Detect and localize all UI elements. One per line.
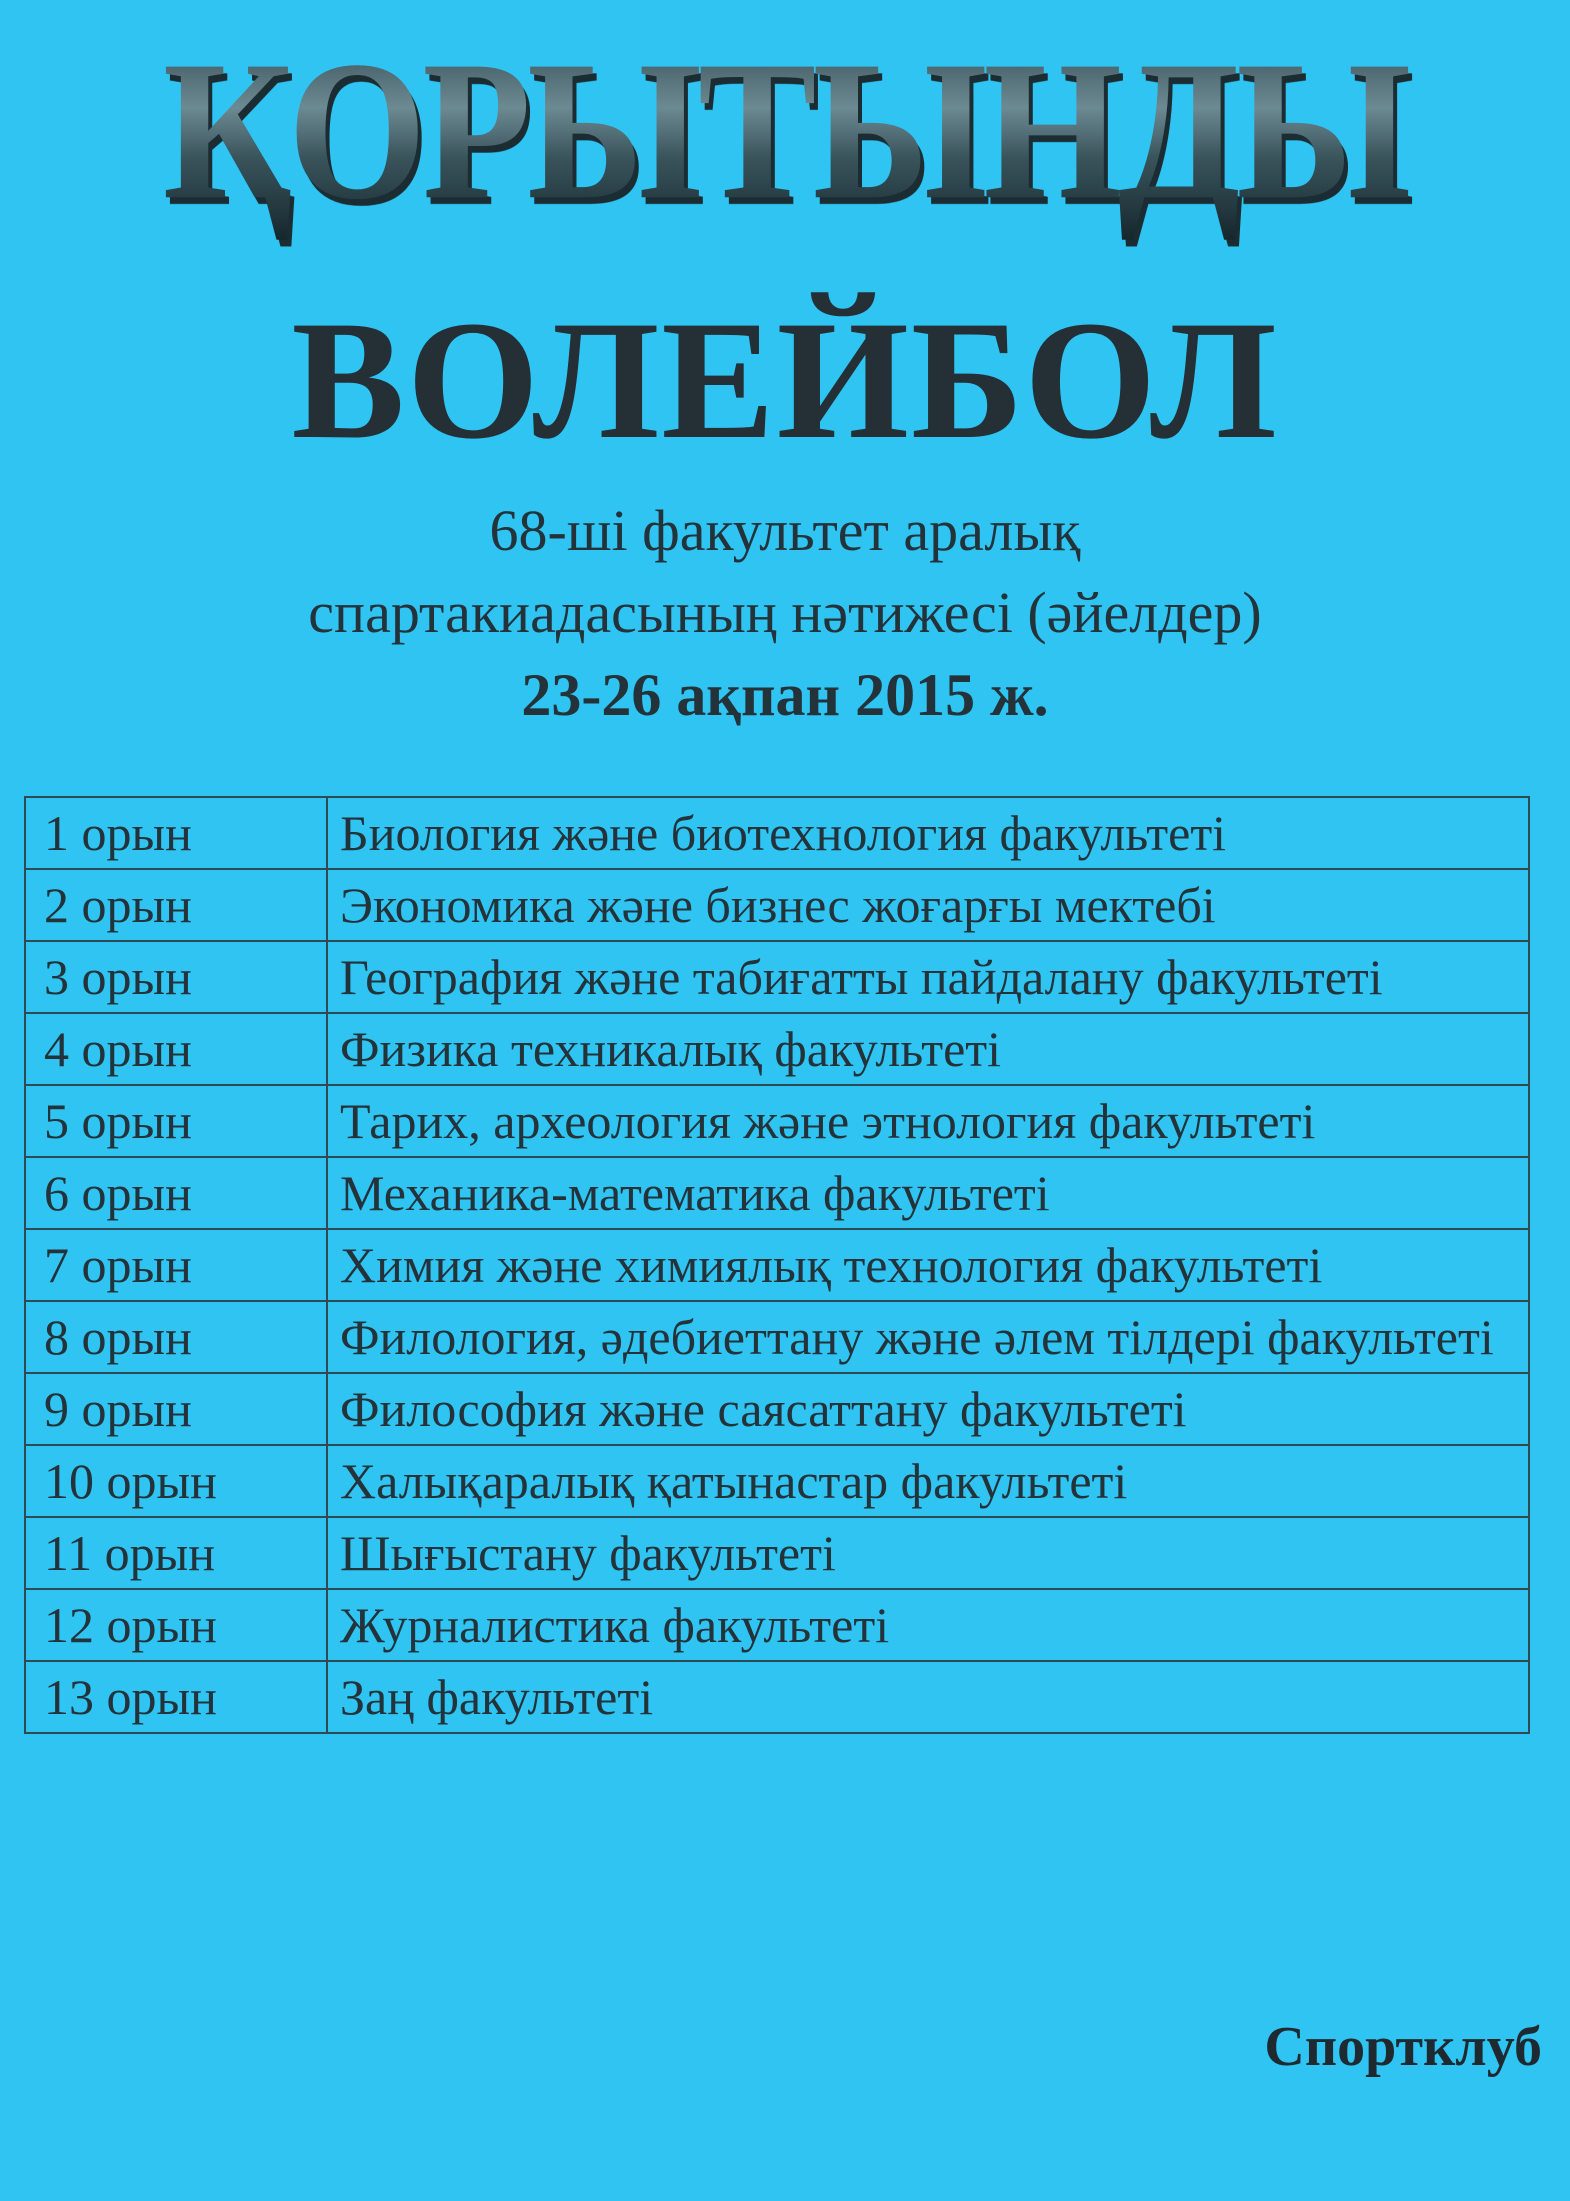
title-results: ҚОРЫТЫНДЫ bbox=[0, 18, 1570, 242]
place-cell: 10 орын bbox=[25, 1445, 327, 1517]
place-cell: 1 орын bbox=[25, 797, 327, 869]
faculty-cell: Шығыстану факультеті bbox=[327, 1517, 1529, 1589]
table-row bbox=[25, 797, 1529, 869]
table-row bbox=[25, 1301, 1529, 1373]
faculty-cell: География және табиғатты пайдалану факультеті bbox=[327, 941, 1529, 1013]
table-row bbox=[25, 941, 1529, 1013]
table-row bbox=[25, 1589, 1529, 1661]
faculty-cell: Журналистика факультеті bbox=[327, 1589, 1529, 1661]
faculty-cell: Заң факультеті bbox=[327, 1661, 1529, 1733]
results-table bbox=[24, 796, 1530, 1734]
event-date: 23-26 ақпан 2015 ж. bbox=[521, 662, 1049, 728]
place-cell: 5 орын bbox=[25, 1085, 327, 1157]
sports-club-signature: Спортклуб bbox=[1264, 2016, 1542, 2078]
place-cell: 7 орын bbox=[25, 1229, 327, 1301]
faculty-cell: Экономика және бизнес жоғарғы мектебі bbox=[327, 869, 1529, 941]
place-cell: 6 орын bbox=[25, 1157, 327, 1229]
faculty-cell: Халықаралық қатынастар факультеті bbox=[327, 1445, 1529, 1517]
faculty-cell: Химия және химиялық технология факультеті bbox=[327, 1229, 1529, 1301]
faculty-cell: Биология және биотехнология факультеті bbox=[327, 797, 1529, 869]
place-cell: 13 орын bbox=[25, 1661, 327, 1733]
table-row bbox=[25, 1157, 1529, 1229]
table-row bbox=[25, 1445, 1529, 1517]
place-cell: 11 орын bbox=[25, 1517, 327, 1589]
table-row bbox=[25, 1373, 1529, 1445]
place-cell: 4 орын bbox=[25, 1013, 327, 1085]
place-cell: 9 орын bbox=[25, 1373, 327, 1445]
table-row bbox=[25, 1661, 1529, 1733]
place-cell: 8 орын bbox=[25, 1301, 327, 1373]
title-volleyball: ВОЛЕЙБОЛ bbox=[291, 286, 1279, 474]
table-row bbox=[25, 1229, 1529, 1301]
table-row bbox=[25, 869, 1529, 941]
faculty-cell: Философия және саясаттану факультеті bbox=[327, 1373, 1529, 1445]
faculty-cell: Механика-математика факультеті bbox=[327, 1157, 1529, 1229]
place-cell: 2 орын bbox=[25, 869, 327, 941]
faculty-cell: Тарих, археология және этнология факультеті bbox=[327, 1085, 1529, 1157]
table-row bbox=[25, 1517, 1529, 1589]
table-row bbox=[25, 1085, 1529, 1157]
place-cell: 3 орын bbox=[25, 941, 327, 1013]
table-row bbox=[25, 1013, 1529, 1085]
place-cell: 12 орын bbox=[25, 1589, 327, 1661]
faculty-cell: Физика техникалық факультеті bbox=[327, 1013, 1529, 1085]
subtitle-line-2: спартакиадасының нәтижесі (әйелдер) bbox=[308, 580, 1262, 645]
subtitle-line-1: 68-ші факультет аралық bbox=[489, 498, 1081, 563]
faculty-cell: Филология, әдебиеттану және әлем тілдері факультеті bbox=[327, 1301, 1529, 1373]
